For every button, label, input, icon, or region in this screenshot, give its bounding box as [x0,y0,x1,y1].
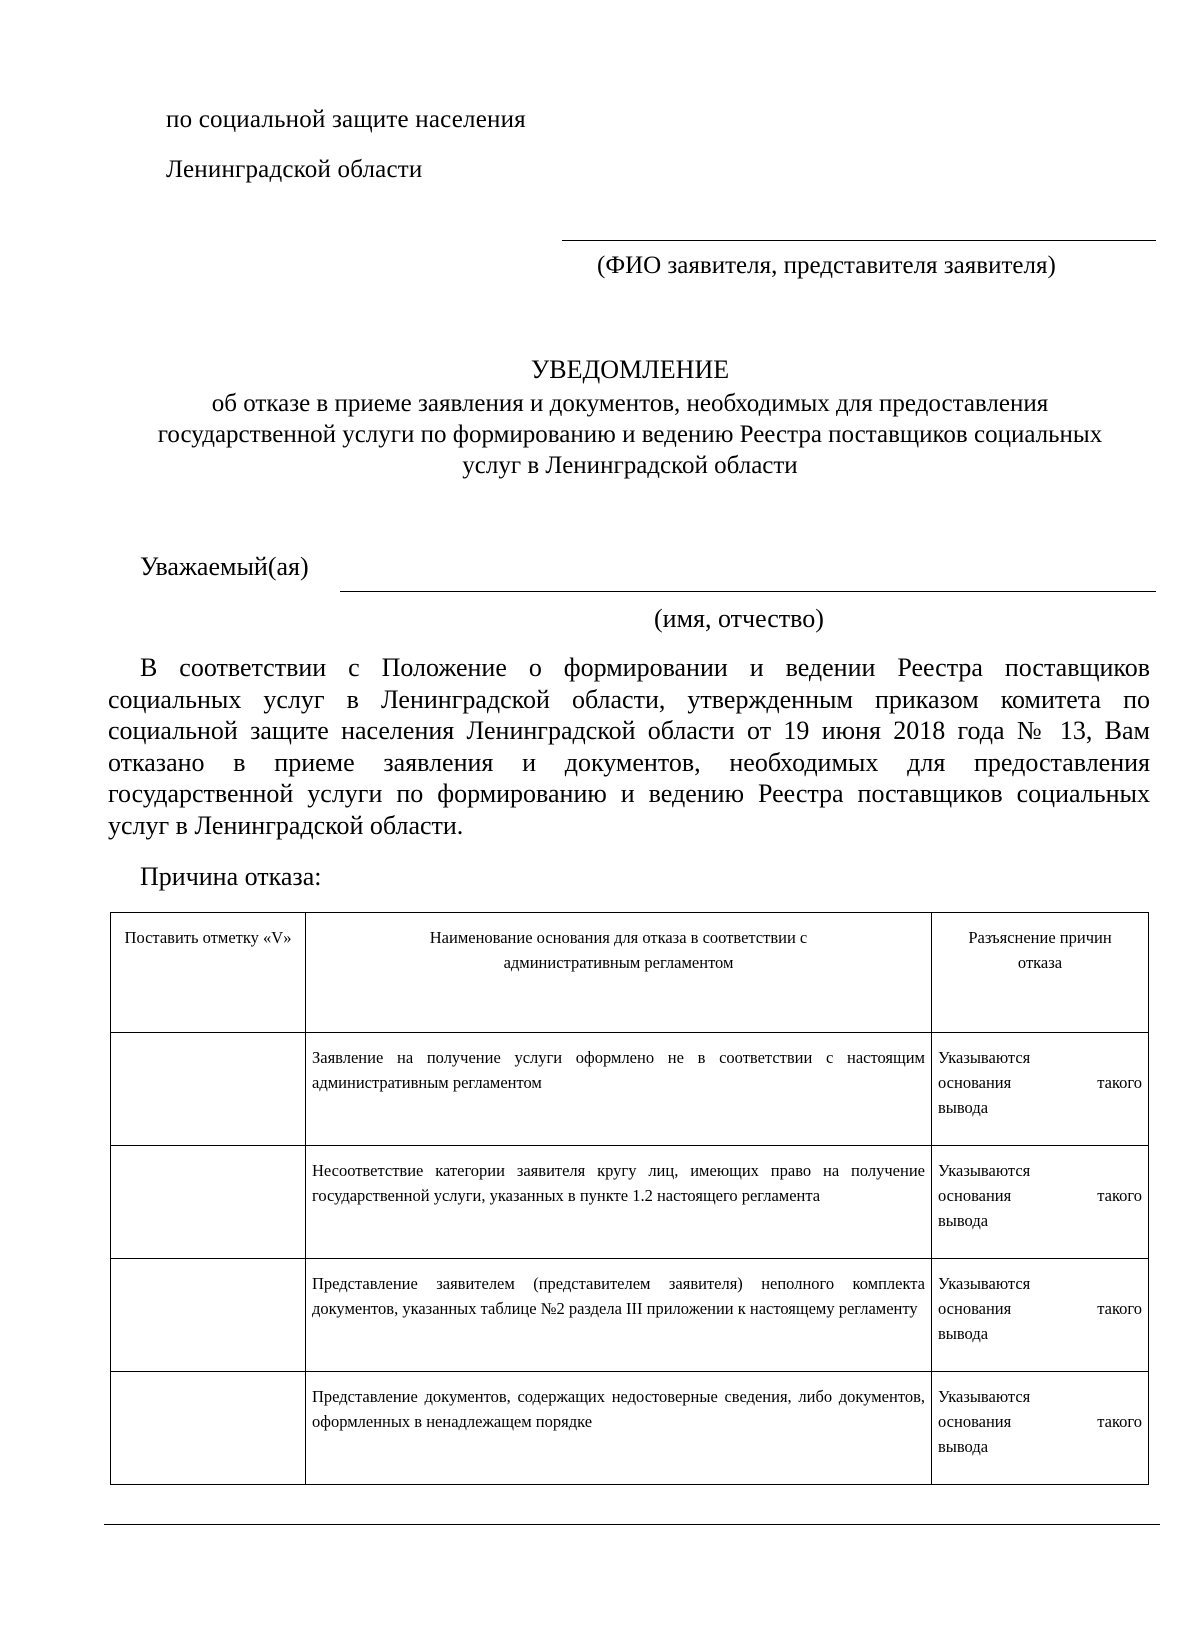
explanation-line-1: Указываются [938,1048,1031,1067]
mark-cell[interactable] [111,1259,306,1372]
explanation-word: основания [938,1186,1012,1205]
reason-cell: Представление заявителем (представителем заявителя) неполного комплекта документов, указанных таблице №2 раздела III приложении к настоящему регламенту [306,1259,932,1372]
explanation-word: основания [938,1073,1012,1092]
explanation-line-1: Указываются [938,1274,1031,1293]
explanation-cell [932,1033,1149,1146]
reason-cell: Представление документов, содержащих недостоверные сведения, либо документов, оформленных в ненадлежащем порядке [306,1372,932,1485]
explanation-cell [932,1146,1149,1259]
explanation-line-3: вывода [938,1211,989,1230]
notice-subtitle: об отказе в приеме заявления и документов, необходимых для предоставления государственной услуги по формированию и ведению Реестра поставщиков социальных услуг в Ленинградской области [157,390,1103,479]
explanation-word: такого [1097,1186,1142,1205]
explanation-cell [932,1259,1149,1372]
mark-cell[interactable] [111,1146,306,1259]
page-bottom-rule [104,1524,1160,1525]
header-mark: Поставить отметку «V» [111,913,306,1033]
notice-title: УВЕДОМЛЕНИЕ [530,355,730,384]
header-explanation: Разъяснение причин отказа [932,913,1149,1033]
explanation-word: такого [1097,1412,1142,1431]
mark-cell[interactable] [111,1372,306,1485]
mark-cell[interactable] [111,1033,306,1146]
explanation-line-1: Указываются [938,1387,1031,1406]
explanation-line-2 [938,1183,1142,1208]
table-row [111,1259,1149,1372]
greeting-label: Уважаемый(ая) [140,552,309,581]
explanation-line-3: вывода [938,1098,989,1117]
header-line-1: по социальной защите населения [166,106,526,133]
explanation-line-2 [938,1296,1142,1321]
applicant-caption: (ФИО заявителя, представителя заявителя) [597,252,1056,279]
explanation-line-2 [938,1070,1142,1095]
table-header-row [111,913,1149,1033]
reason-cell: Несоответствие категории заявителя кругу лиц, имеющих право на получение государственной услуги, указанных в пункте 1.2 настоящего регламента [306,1146,932,1259]
table-row [111,1033,1149,1146]
table-row [111,1146,1149,1259]
reason-label: Причина отказа: [140,862,322,891]
explanation-line-3: вывода [938,1324,989,1343]
header-line-2: Ленинградской области [166,156,423,183]
explanation-line-1: Указываются [938,1161,1031,1180]
reason-cell: Заявление на получение услуги оформлено не в соответствии с настоящим административным регламентом [306,1033,932,1146]
explanation-cell [932,1372,1149,1485]
explanation-line-3: вывода [938,1437,989,1456]
body-paragraph: В соответствии с Положение о формировании и ведении Реестра поставщиков социальных услуг в Ленинградской области, утвержденным приказом комитета по социальной защите населения Ленинградской области от 19 июня 2018 года № 13, Вам отказано в приеме заявления и документов, необходимых для предоставления государственной услуги по формированию и ведению Реестра поставщиков социальных услуг в Ленинградской области. [108,653,1150,840]
greeting-name-field-line [340,591,1156,592]
header-reason: Наименование основания для отказа в соответствии с административным регламентом [306,913,932,1033]
explanation-word: такого [1097,1299,1142,1318]
explanation-line-2 [938,1409,1142,1434]
explanation-word: такого [1097,1073,1142,1092]
refusal-reasons-table [110,912,1149,1485]
greeting-caption: (имя, отчество) [654,604,824,633]
explanation-word: основания [938,1412,1012,1431]
applicant-name-field-line [562,240,1156,241]
table-row [111,1372,1149,1485]
explanation-word: основания [938,1299,1012,1318]
